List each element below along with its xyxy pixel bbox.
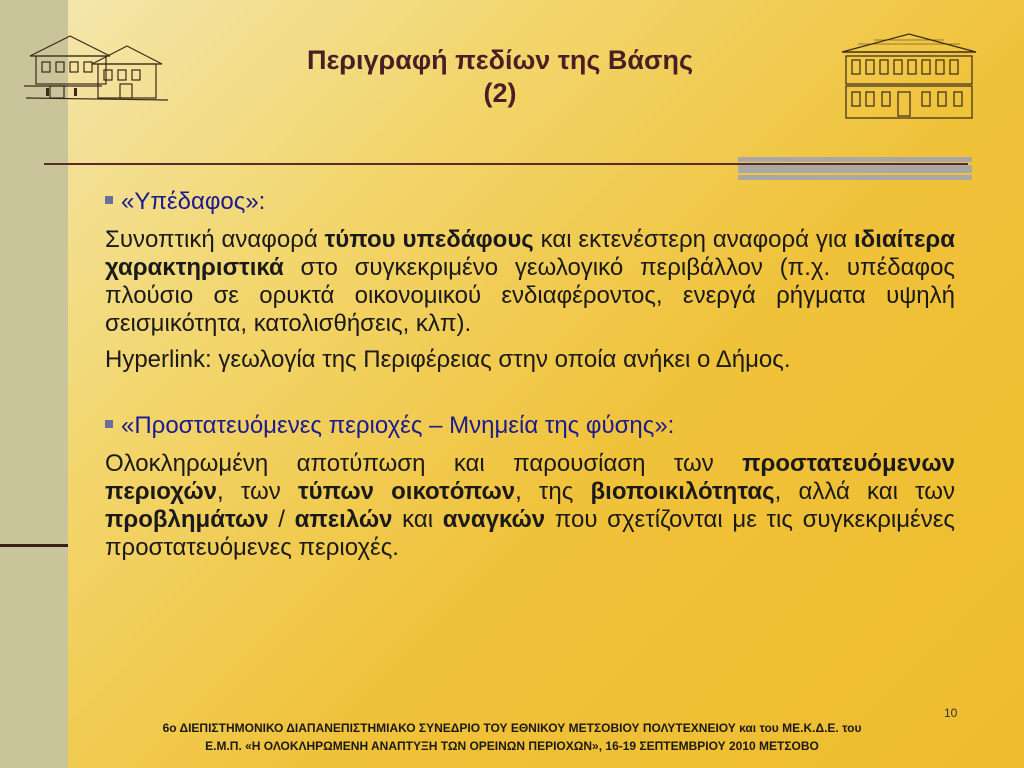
traditional-house-sketch-left-icon xyxy=(22,24,172,110)
emphasis-text: βιοποικιλότητας xyxy=(590,478,775,505)
left-decorative-band xyxy=(0,0,68,768)
text-run: Hyperlink: γεωλογία της Περιφέρειας στην οποία ανήκει ο Δήμος. xyxy=(105,346,791,373)
slide-title-line2: (2) xyxy=(483,78,517,108)
hyperlink-paragraph xyxy=(105,346,955,374)
emphasis-text: τύπων οικοτόπων xyxy=(297,478,516,505)
emphasis-text: ιδιαίτερα χαρακτηριστικά xyxy=(105,226,955,281)
slide-title-line1: Περιγραφή πεδίων της Βάσης xyxy=(306,45,693,75)
text-run: Ολοκληρωμένη αποτύπωση και παρουσίαση των xyxy=(105,450,743,477)
section-gap xyxy=(105,382,955,412)
text-run: , των xyxy=(217,478,298,505)
emphasis-text: τύπου υπεδάφους xyxy=(324,226,534,253)
traditional-house-sketch-right-icon xyxy=(838,30,980,122)
section-heading-text: «Προστατευόμενες περιοχές – Μνημεία της φύσης»: xyxy=(121,412,675,439)
text-run: , της xyxy=(515,478,591,505)
text-run: και xyxy=(392,506,443,533)
emphasis-text: απειλών xyxy=(294,506,393,533)
page-number: 10 xyxy=(944,706,958,720)
footer-line-2: Ε.Μ.Π. «Η ΟΛΟΚΛΗΡΩΜΕΝΗ ΑΝΑΠΤΥΞΗ ΤΩΝ ΟΡΕΙΝΩΝ ΠΕΡΙΟΧΩΝ», 16-19 ΣΕΠΤΕΜΒΡΙΟΥ 2010 ΜΕΤΣΟΒΟ xyxy=(205,739,819,753)
paragraph xyxy=(105,226,955,338)
text-run: που σχετίζονται με τις συγκεκριμένες προστατευόμενες περιοχές. xyxy=(105,506,955,561)
left-band-divider xyxy=(0,544,68,547)
text-run: / xyxy=(268,506,295,533)
paragraph xyxy=(105,450,955,562)
emphasis-text: προβλημάτων xyxy=(105,506,269,533)
section-heading-subsoil xyxy=(105,188,955,216)
slide-body xyxy=(105,188,955,570)
text-run: και εκτενέστερη αναφορά για xyxy=(533,226,854,253)
square-bullet-icon xyxy=(105,196,113,204)
emphasis-text: αναγκών xyxy=(442,506,546,533)
text-run: στο συγκεκριμένο γεωλογικό περιβάλλον (π.χ. υπέδαφος πλούσιο σε ορυκτά οικονομικού ενδιαφέροντος, ενεργά ρήγματα υψηλή σεισμικότητα, κατολισθήσεις, κλπ). xyxy=(105,254,955,337)
section-heading-protected-areas xyxy=(105,412,955,440)
emphasis-text: προστατευόμενων περιοχών xyxy=(105,450,955,505)
text-run: , αλλά και των xyxy=(774,478,956,505)
footer-line-1: 6ο ΔΙΕΠΙΣΤΗΜΟΝΙΚΟ ΔΙΑΠΑΝΕΠΙΣΤΗΜΙΑΚΟ ΣΥΝΕΔΡΙΟ ΤΟΥ ΕΘΝΙΚΟΥ ΜΕΤΣΟΒΙΟΥ ΠΟΛΥΤΕΧΝΕΙΟΥ και του ΜΕ.Κ.Δ.Ε. του xyxy=(162,721,862,735)
square-bullet-icon xyxy=(105,420,113,428)
section-heading-text: «Υπέδαφος»: xyxy=(121,188,266,215)
decorative-stripe xyxy=(738,175,972,180)
slide-title xyxy=(200,44,800,110)
decorative-stripe xyxy=(738,157,972,162)
text-run: Συνοπτική αναφορά xyxy=(105,226,325,253)
decorative-stripe xyxy=(738,165,972,173)
